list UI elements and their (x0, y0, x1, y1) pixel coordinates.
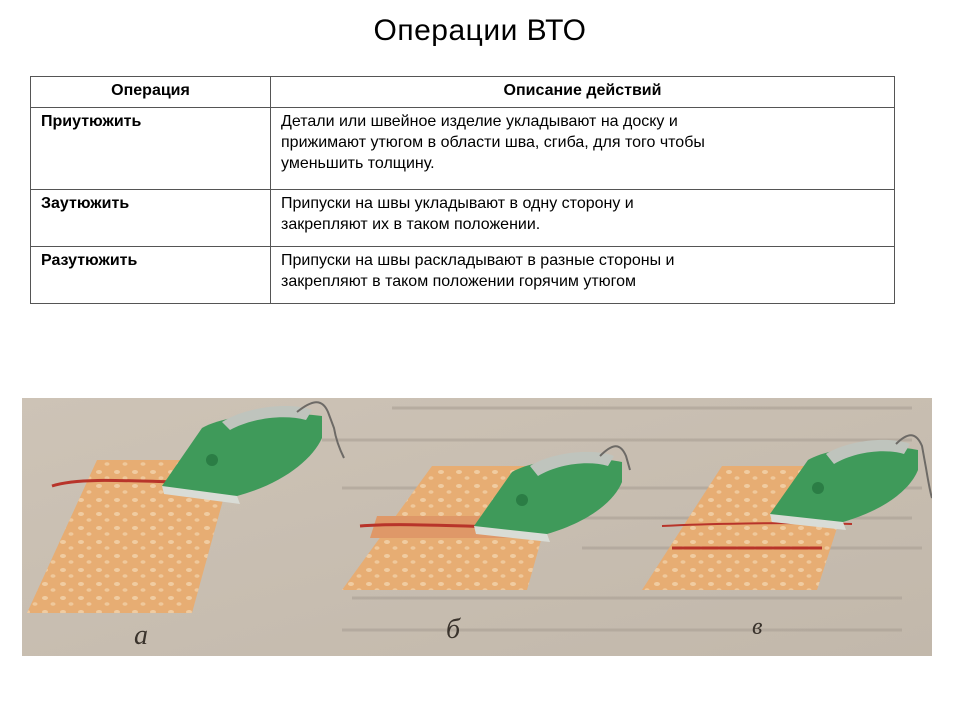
description-line: уменьшить толщину. (281, 155, 435, 172)
description-line: закрепляют их в таком положении. (281, 216, 541, 233)
figure-label-a: а (134, 620, 148, 651)
ironing-illustration (22, 398, 932, 656)
operation-description (271, 247, 895, 304)
operation-description (271, 190, 895, 247)
table-row (31, 190, 895, 247)
description-line: прижимают утюгом в области шва, сгиба, для того чтобы (281, 134, 705, 151)
description-line: Припуски на швы раскладывают в разные стороны и (281, 252, 675, 269)
column-header-operation: Операция (31, 77, 271, 108)
operation-description (271, 108, 895, 190)
description-line: Детали или швейное изделие укладывают на доску и (281, 113, 678, 130)
description-line: Припуски на швы укладывают в одну сторону и (281, 195, 634, 212)
table-header-row (31, 77, 895, 108)
table-row (31, 108, 895, 190)
operation-name: Разутюжить (31, 247, 271, 304)
column-header-description: Описание действий (271, 77, 895, 108)
operation-name: Заутюжить (31, 190, 271, 247)
page-title: Операции ВТО (373, 14, 587, 47)
figure-label-v: в (752, 614, 763, 640)
operations-table (30, 76, 895, 304)
operation-name: Приутюжить (31, 108, 271, 190)
description-line: закрепляют в таком положении горячим утюгом (281, 273, 637, 290)
table-row (31, 247, 895, 304)
figure-label-b: б (446, 614, 461, 645)
